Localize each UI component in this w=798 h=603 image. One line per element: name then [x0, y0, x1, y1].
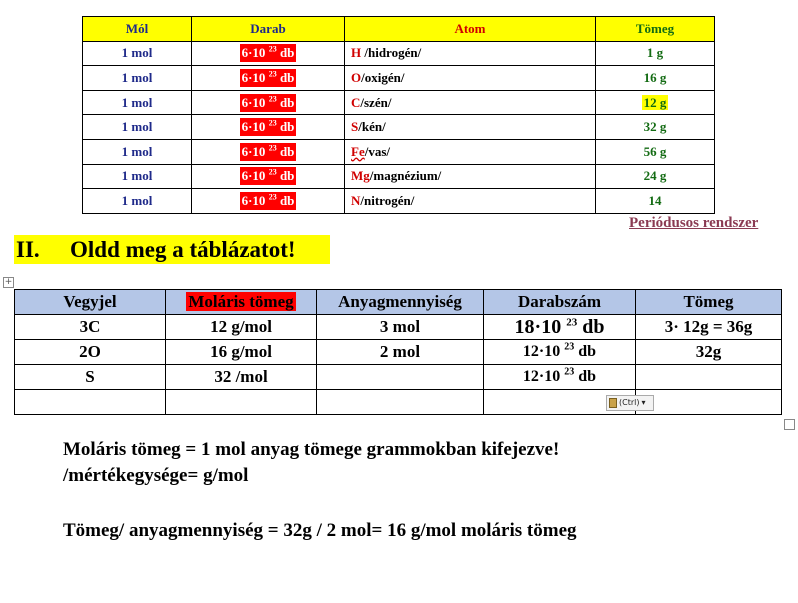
definition-line-2: /mértékegysége= g/mol	[63, 465, 249, 486]
darab-unit: db	[279, 168, 295, 184]
cell-tomeg[interactable]	[636, 390, 782, 415]
paste-options-button[interactable]	[606, 395, 654, 411]
table-header-row	[15, 290, 782, 315]
section-heading	[14, 235, 330, 264]
darab-exponent: 23	[566, 315, 578, 328]
darab-unit: db	[279, 69, 295, 85]
atom-symbol: Fe	[351, 143, 365, 159]
cell-molaris[interactable]: 16 g/mol	[166, 340, 317, 365]
cell-atom	[345, 90, 596, 115]
darab-highlight	[240, 167, 297, 185]
cell-mol: 1 mol	[83, 66, 192, 91]
darab-base: 6·10	[241, 119, 266, 135]
atom-symbol: C	[351, 94, 361, 110]
cell-mol: 1 mol	[83, 164, 192, 189]
atom-name: /kén/	[358, 119, 386, 135]
darab-exponent: 23	[564, 341, 575, 353]
header-darab: Darab	[192, 17, 345, 42]
darab-unit: db	[279, 119, 295, 135]
darab-base: 6·10	[241, 45, 266, 61]
heading-number: II.	[16, 237, 40, 262]
atom-name: /szén/	[360, 94, 392, 110]
darab-exponent: 23	[268, 168, 277, 178]
cell-mol: 1 mol	[83, 139, 192, 164]
darab-highlight	[240, 94, 297, 112]
cell-anyag[interactable]	[317, 390, 484, 415]
table-row	[83, 139, 715, 164]
darab-base: 12·10	[522, 343, 561, 360]
cell-darab	[192, 189, 345, 214]
darab-unit: db	[279, 45, 295, 61]
atom-reference-table	[82, 16, 715, 214]
tomeg-highlight: 12 g	[643, 94, 667, 110]
header-molaris	[166, 290, 317, 315]
cell-darab[interactable]	[484, 315, 636, 340]
darab-base: 12·10	[522, 368, 561, 385]
darab-exponent: 23	[268, 69, 277, 79]
table-row	[83, 66, 715, 91]
cell-tomeg[interactable]: 32g	[636, 340, 782, 365]
cell-darab	[192, 139, 345, 164]
cell-tomeg: 16 g	[596, 66, 715, 91]
cell-mol: 1 mol	[83, 189, 192, 214]
darab-exponent: 23	[268, 94, 277, 104]
atom-symbol: Mg	[351, 168, 370, 184]
darab-exponent: 23	[268, 45, 277, 55]
cell-tomeg: 56 g	[596, 139, 715, 164]
atom-symbol: N	[351, 192, 361, 208]
darab-exponent: 23	[268, 192, 277, 202]
paste-label: (Ctrl)	[619, 398, 640, 407]
header-vegyjel: Vegyjel	[15, 290, 166, 315]
chevron-down-icon: ▾	[641, 398, 646, 407]
atom-name: /hidrogén/	[361, 45, 422, 61]
cell-mol: 1 mol	[83, 41, 192, 66]
table-row	[15, 365, 782, 390]
cell-darab	[192, 41, 345, 66]
cell-molaris[interactable]: 12 g/mol	[166, 315, 317, 340]
cell-darab	[192, 90, 345, 115]
header-tomeg: Tömeg	[636, 290, 782, 315]
cell-anyag[interactable]: 3 mol	[317, 315, 484, 340]
darab-highlight	[240, 192, 297, 210]
atom-symbol: O	[351, 69, 362, 85]
cell-vegyjel[interactable]: S	[15, 365, 166, 390]
heading-text: Oldd meg a táblázatot!	[70, 237, 296, 262]
clipboard-icon	[609, 398, 617, 408]
cell-atom	[345, 164, 596, 189]
definition-line-1: Moláris tömeg = 1 mol anyag tömege grammokban kifejezve!	[63, 439, 560, 460]
cell-molaris[interactable]	[166, 390, 317, 415]
atom-name: /oxigén/	[361, 69, 405, 85]
darab-unit: db	[279, 94, 295, 110]
darab-exponent: 23	[268, 143, 277, 153]
darab-base: 6·10	[241, 69, 266, 85]
darab-highlight	[240, 143, 297, 161]
cell-tomeg	[596, 90, 715, 115]
cell-tomeg: 1 g	[596, 41, 715, 66]
header-anyag: Anyagmennyiség	[317, 290, 484, 315]
molaris-highlight: Moláris tömeg	[188, 292, 294, 311]
darab-base: 6·10	[241, 168, 266, 184]
table-move-handle-icon[interactable]: +	[4, 277, 13, 287]
cell-darab[interactable]	[484, 365, 636, 390]
cell-darab	[192, 164, 345, 189]
cell-vegyjel[interactable]: 2O	[15, 340, 166, 365]
header-mol: Mól	[83, 17, 192, 42]
darab-exponent: 23	[268, 118, 277, 128]
header-darab: Darabszám	[484, 290, 636, 315]
darab-unit: db	[279, 192, 295, 208]
table-resize-handle-icon[interactable]	[784, 419, 795, 430]
cell-darab	[192, 66, 345, 91]
table-row	[83, 115, 715, 140]
darab-unit: db	[582, 315, 605, 338]
table-row	[15, 315, 782, 340]
cell-atom	[345, 115, 596, 140]
table-row	[83, 41, 715, 66]
header-atom: Atom	[345, 17, 596, 42]
cell-atom	[345, 189, 596, 214]
cell-darab[interactable]	[484, 340, 636, 365]
cell-tomeg[interactable]	[636, 365, 782, 390]
table-row	[15, 390, 782, 415]
table-row	[83, 189, 715, 214]
formula-line: Tömeg/ anyagmennyiség = 32g / 2 mol= 16 g/mol moláris tömeg	[63, 520, 577, 541]
atom-name: /vas/	[364, 143, 391, 159]
cell-anyag[interactable]: 2 mol	[317, 340, 484, 365]
darab-base: 18·10	[514, 315, 562, 338]
darab-highlight	[240, 44, 297, 62]
cell-tomeg: 14	[596, 189, 715, 214]
atom-symbol: S	[351, 119, 359, 135]
atom-name: /nitrogén/	[360, 192, 415, 208]
cell-mol: 1 mol	[83, 90, 192, 115]
atom-symbol: H	[351, 45, 362, 61]
table-row	[83, 90, 715, 115]
cell-atom	[345, 41, 596, 66]
cell-darab	[192, 115, 345, 140]
cell-mol: 1 mol	[83, 115, 192, 140]
cell-atom	[345, 66, 596, 91]
darab-unit: db	[578, 368, 597, 385]
darab-highlight	[240, 69, 297, 87]
darab-base: 6·10	[241, 94, 266, 110]
cell-vegyjel[interactable]: 3C	[15, 315, 166, 340]
darab-base: 6·10	[241, 143, 266, 159]
table-row	[15, 340, 782, 365]
cell-molaris[interactable]: 32 /mol	[166, 365, 317, 390]
header-tomeg: Tömeg	[596, 17, 715, 42]
cell-tomeg: 24 g	[596, 164, 715, 189]
cell-tomeg: 32 g	[596, 115, 715, 140]
table-row	[83, 164, 715, 189]
darab-unit: db	[578, 343, 597, 360]
cell-atom	[345, 139, 596, 164]
darab-base: 6·10	[241, 192, 266, 208]
darab-unit: db	[279, 143, 295, 159]
darab-highlight	[240, 118, 297, 136]
cell-anyag[interactable]	[317, 365, 484, 390]
periodic-table-link[interactable]: Periódusos rendszer	[629, 215, 759, 231]
table-header-row	[83, 17, 715, 42]
atom-name: /magnézium/	[369, 168, 442, 184]
exercise-table	[14, 289, 782, 415]
darab-exponent: 23	[564, 366, 575, 378]
cell-tomeg[interactable]: 3· 12g = 36g	[636, 315, 782, 340]
cell-vegyjel[interactable]	[15, 390, 166, 415]
